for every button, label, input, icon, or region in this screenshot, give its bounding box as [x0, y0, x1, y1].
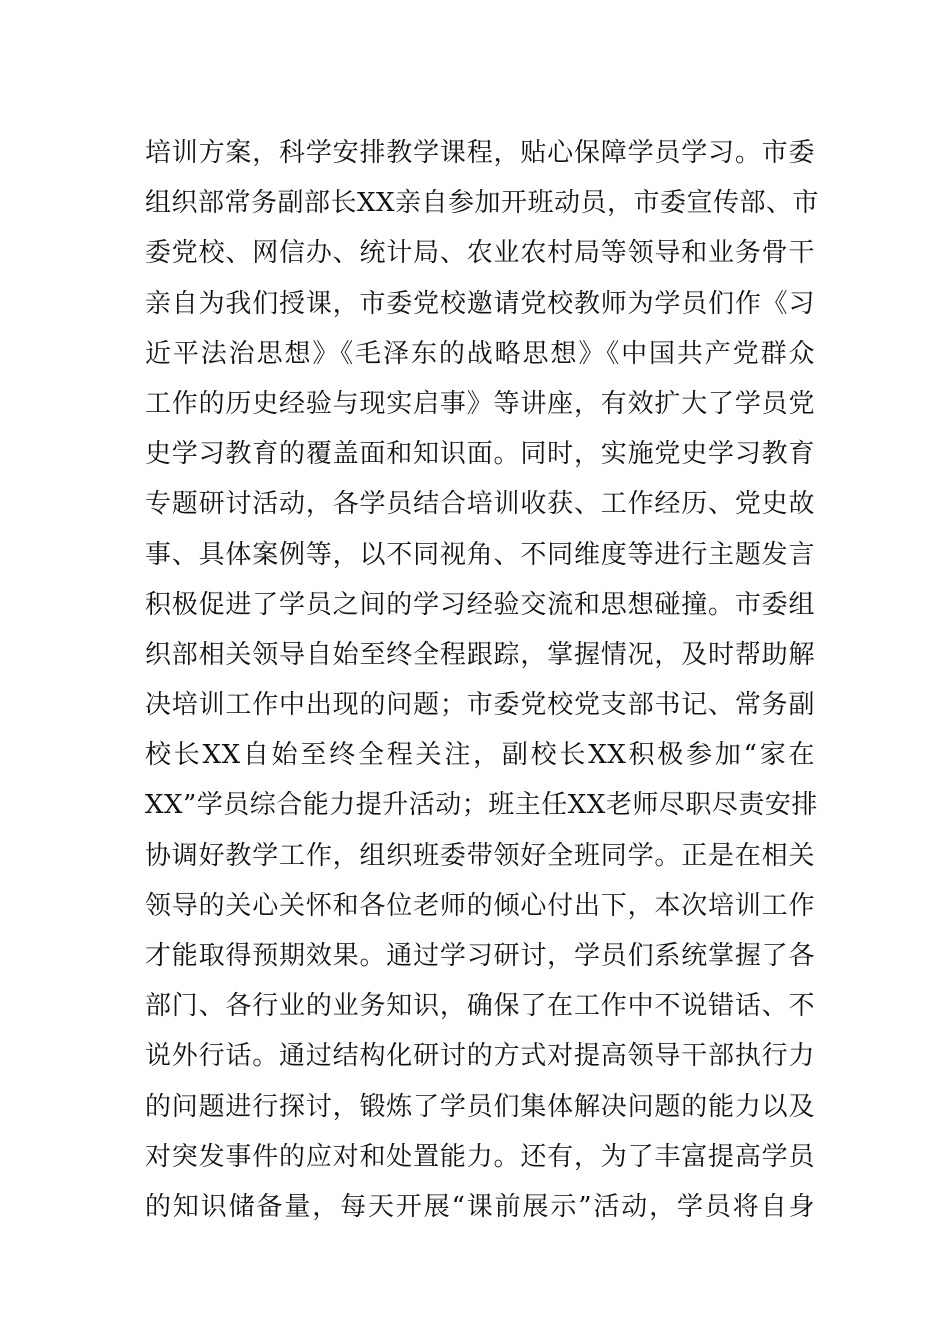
text-line: 亲自为我们授课，市委党校邀请党校教师为学员们作《习 — [145, 288, 815, 319]
text-line: 史学习教育的覆盖面和知识面。同时，实施党史学习教育 — [145, 439, 815, 470]
body-paragraph — [145, 128, 820, 1232]
text-line: 决培训工作中出现的问题；市委党校党支部书记、常务副 — [145, 690, 815, 721]
text-line: 对突发事件的应对和处置能力。还有，为了丰富提高学员 — [145, 1141, 815, 1172]
text-line: 组织部常务副部长XX亲自参加开班动员，市委宣传部、市 — [145, 188, 820, 219]
text-line: 领导的关心关怀和各位老师的倾心付出下，本次培训工作 — [145, 890, 815, 921]
text-line: XX”学员综合能力提升活动；班主任XX老师尽职尽责安排 — [145, 790, 818, 821]
text-line: 才能取得预期效果。通过学习研讨，学员们系统掌握了各 — [145, 941, 815, 971]
text-line: 织部相关领导自始至终全程跟踪，掌握情况，及时帮助解 — [145, 639, 815, 670]
text-line: 近平法治思想》《毛泽东的战略思想》《中国共产党群众 — [145, 338, 815, 369]
text-line: 校长XX自始至终全程关注，副校长XX积极参加“家在 — [145, 740, 815, 771]
text-line: 部门、各行业的业务知识，确保了在工作中不说错话、不 — [145, 991, 815, 1022]
text-line: 说外行话。通过结构化研讨的方式对提高领导干部执行力 — [145, 1041, 815, 1072]
text-line: 工作的历史经验与现实启事》等讲座，有效扩大了学员党 — [145, 388, 815, 419]
text-line: 的问题进行探讨，锻炼了学员们集体解决问题的能力以及 — [145, 1091, 815, 1122]
text-line: 积极促进了学员之间的学习经验交流和思想碰撞。市委组 — [145, 589, 815, 620]
text-line: 委党校、网信办、统计局、农业农村局等领导和业务骨干 — [145, 238, 815, 269]
text-line: 专题研讨活动，各学员结合培训收获、工作经历、党史故 — [145, 489, 815, 520]
text-line: 培训方案，科学安排教学课程，贴心保障学员学习。市委 — [145, 138, 815, 168]
text-line: 事、具体案例等，以不同视角、不同维度等进行主题发言 — [145, 539, 815, 570]
text-line: 协调好教学工作，组织班委带领好全班同学。正是在相关 — [145, 840, 815, 871]
text-line: 的知识储备量，每天开展“课前展示”活动，学员将自身 — [145, 1191, 815, 1222]
